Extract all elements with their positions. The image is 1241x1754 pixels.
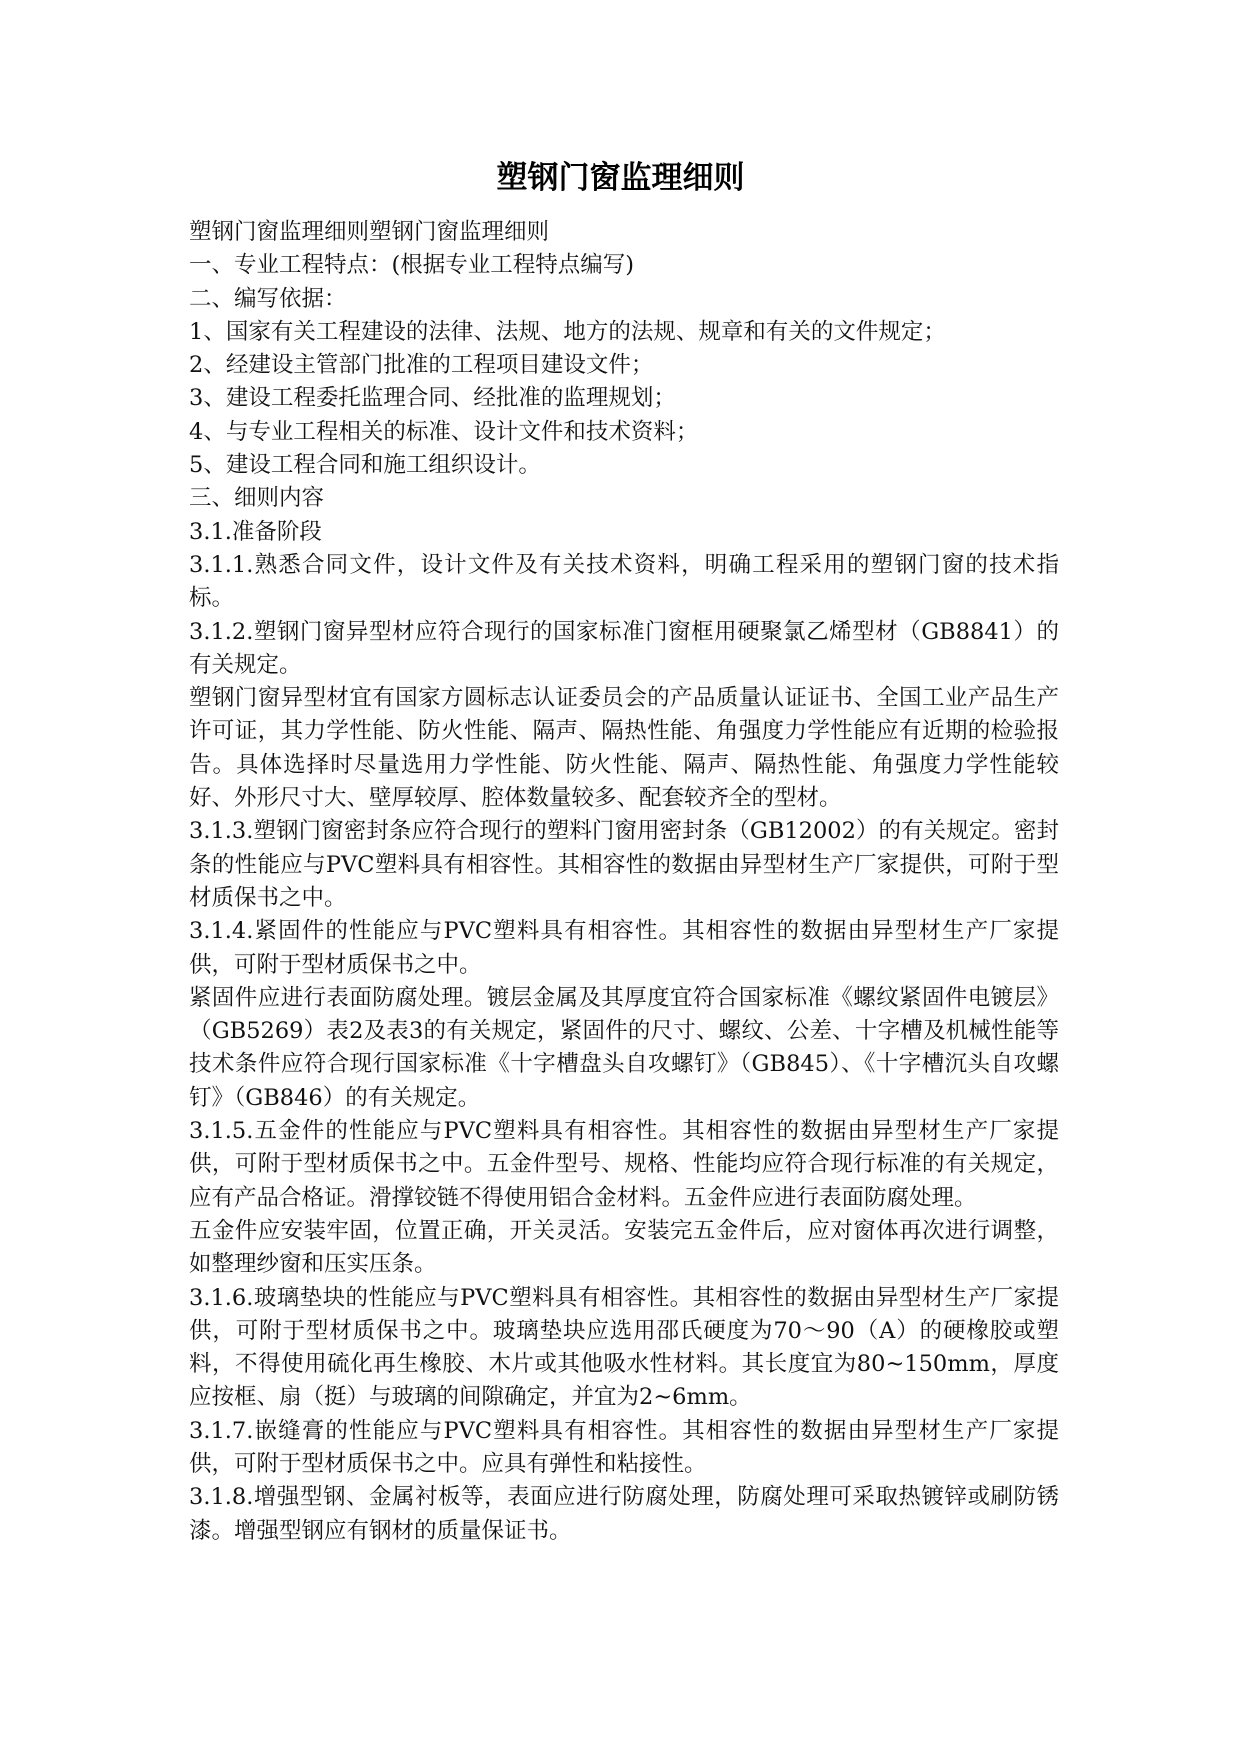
paragraph: 1、国家有关工程建设的法律、法规、地方的法规、规章和有关的文件规定；	[189, 318, 946, 345]
paragraph: 3.1.2.塑钢门窗异型材应符合现行的国家标准门窗框用硬聚氯乙烯型材（GB8841）的有关规定。	[189, 618, 1059, 678]
paragraph: 3.1.3.塑钢门窗密封条应符合现行的塑料门窗用密封条（GB12002）的有关规定。密封条的性能应与PVC塑料具有相容性。其相容性的数据由异型材生产厂家提供，可附于型材质保书之中。	[189, 818, 1059, 911]
paragraph: 一、专业工程特点：(根据专业工程特点编写)	[189, 252, 635, 279]
paragraph: 2、经建设主管部门批准的工程项目建设文件；	[189, 352, 654, 379]
subsection-heading: 3.1.准备阶段	[189, 518, 322, 545]
paragraph: 紧固件应进行表面防腐处理。镀层金属及其厚度宜符合国家标准《螺纹紧固件电镀层》（GB5269）表2及表3的有关规定，紧固件的尺寸、螺纹、公差、十字槽及机械性能等技术条件应符合现行国家标准《十字槽盘头自攻螺钉》（GB845）、《十字槽沉头自攻螺钉》（GB846）的有关规定。	[189, 984, 1059, 1111]
paragraph: 二、编写依据：	[189, 285, 347, 312]
paragraph: 5、建设工程合同和施工组织设计。	[189, 452, 541, 479]
document-body	[189, 216, 1059, 1548]
paragraph: 3.1.7.嵌缝膏的性能应与PVC塑料具有相容性。其相容性的数据由异型材生产厂家提供，可附于型材质保书之中。应具有弹性和粘接性。	[189, 1417, 1059, 1477]
paragraph: 3.1.1.熟悉合同文件，设计文件及有关技术资料，明确工程采用的塑钢门窗的技术指标。	[189, 551, 1059, 612]
page-title: 塑钢门窗监理细则	[496, 160, 745, 196]
paragraph: 五金件应安装牢固，位置正确，开关灵活。安装完五金件后，应对窗体再次进行调整，如整理纱窗和压实压条。	[189, 1217, 1059, 1278]
paragraph: 3.1.6.玻璃垫块的性能应与PVC塑料具有相容性。其相容性的数据由异型材生产厂家提供，可附于型材质保书之中。玻璃垫块应选用邵氏硬度为70～90（A）的硬橡胶或塑料，不得使用硫化再生橡胶、木片或其他吸水性材料。其长度宜为80~150mm，厚度应按框、扇（挺）与玻璃的间隙确定，并宜为2~6mm。	[189, 1284, 1059, 1411]
section-heading: 三、细则内容	[189, 485, 325, 512]
paragraph: 4、与专业工程相关的标准、设计文件和技术资料；	[189, 418, 699, 445]
paragraph: 3.1.5.五金件的性能应与PVC塑料具有相容性。其相容性的数据由异型材生产厂家提供，可附于型材质保书之中。五金件型号、规格、性能均应符合现行标准的有关规定，应有产品合格证。滑撑铰链不得使用铝合金材料。五金件应进行表面防腐处理。	[189, 1118, 1059, 1211]
paragraph: 塑钢门窗异型材宜有国家方圆标志认证委员会的产品质量认证证书、全国工业产品生产许可证，其力学性能、防火性能、隔声、隔热性能、角强度力学性能应有近期的检验报告。具体选择时尽量选用力学性能、防火性能、隔声、隔热性能、角强度力学性能较好、外形尺寸大、壁厚较厚、腔体数量较多、配套较齐全的型材。	[189, 685, 1059, 812]
paragraph: 3、建设工程委托监理合同、经批准的监理规划；	[189, 385, 676, 412]
paragraph: 3.1.4.紧固件的性能应与PVC塑料具有相容性。其相容性的数据由异型材生产厂家提供，可附于型材质保书之中。	[189, 918, 1059, 978]
paragraph: 3.1.8.增强型钢、金属衬板等，表面应进行防腐处理，防腐处理可采取热镀锌或刷防锈漆。增强型钢应有钢材的质量保证书。	[189, 1484, 1059, 1544]
paragraph: 塑钢门窗监理细则塑钢门窗监理细则	[189, 219, 550, 245]
